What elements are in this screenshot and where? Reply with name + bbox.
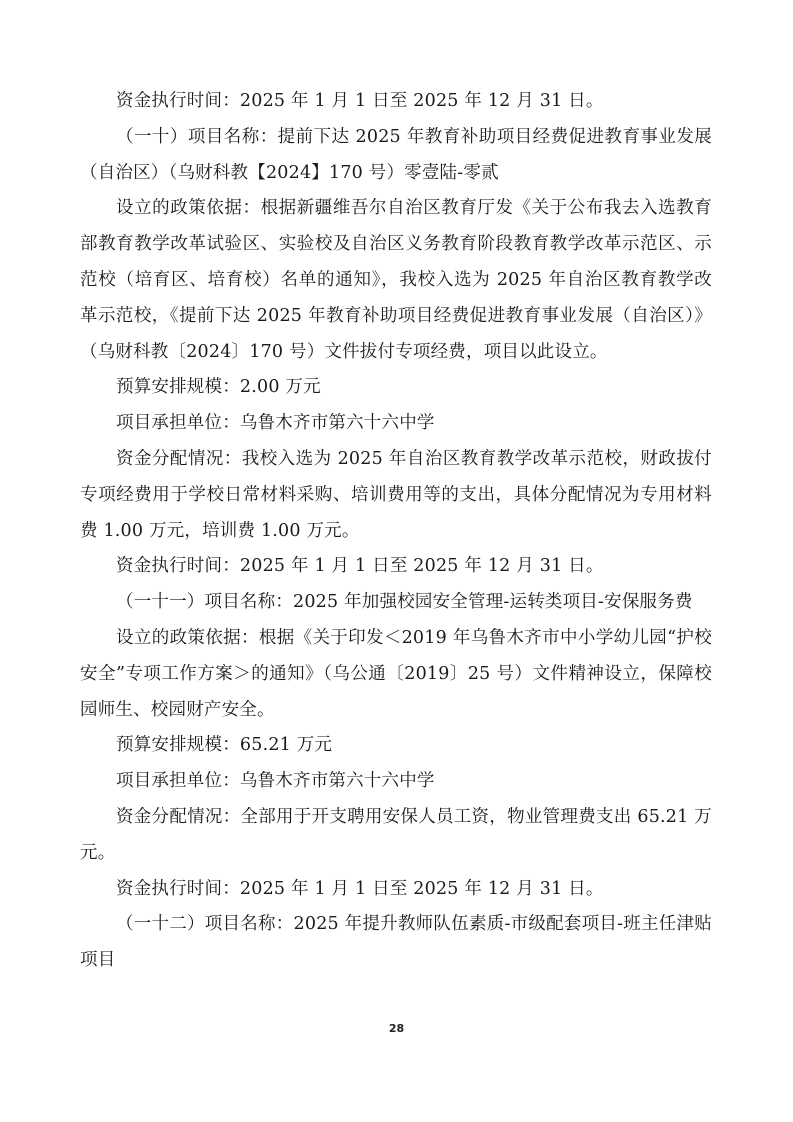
document-body (80, 84, 712, 979)
paragraph-project-10-unit: 项目承担单位：乌鲁木齐市第六十六中学 (116, 413, 435, 434)
paragraph-project-11-allocation: 资金分配情况：全部用于开支聘用安保人员工资，物业管理费支出 65.21 万元。 (80, 806, 712, 863)
paragraph-project-11-name: （一十一）项目名称：2025 年加强校园安全管理-运转类项目-安保服务费 (116, 592, 693, 613)
paragraph-project-10-allocation: 资金分配情况：我校入选为 2025 年自治区教育教学改革示范校，财政拔付专项经费用于学校日常材料采购、培训费用等的支出，具体分配情况为专用材料费 1.00 万元，培训费 1.00 万元。 (80, 448, 712, 541)
paragraph-project-12-name: （一十二）项目名称：2025 年提升教师队伍素质-市级配套项目-班主任津贴项目 (80, 914, 712, 971)
paragraph-project-11-unit: 项目承担单位：乌鲁木齐市第六十六中学 (116, 771, 435, 792)
paragraph-project-10-execution-time: 资金执行时间：2025 年 1 月 1 日至 2025 年 12 月 31 日。 (116, 556, 604, 577)
paragraph-project-10-policy-basis: 设立的政策依据：根据新疆维吾尔自治区教育厅发《关于公布我去入选教育部教育教学改革试验区、实验校及自治区义务教育阶段教育教学改革示范区、示范校（培育区、培育校）名单的通知》，我校入选为 2025 年自治区教育教学改革示范校，《提前下达 2025 年教育补助项目经费促进教育事业发展（自治区）》（乌财科教〔2024〕170 号）文件拔付专项经费，项目以此设立。 (80, 198, 712, 362)
paragraph-execution-time-1: 资金执行时间：2025 年 1 月 1 日至 2025 年 12 月 31 日。 (116, 91, 604, 111)
paragraph-project-10-name: （一十）项目名称：提前下达 2025 年教育补助项目经费促进教育事业发展（自治区）（乌财科教【2024】170 号）零壹陆-零贰 (80, 126, 712, 183)
paragraph-project-11-execution-time: 资金执行时间：2025 年 1 月 1 日至 2025 年 12 月 31 日。 (116, 878, 604, 899)
paragraph-project-11-budget: 预算安排规模：65.21 万元 (116, 735, 333, 756)
paragraph-project-11-policy-basis: 设立的政策依据：根据《关于印发＜2019 年乌鲁木齐市中小学幼儿园“护校安全”专项工作方案＞的通知》（乌公通〔2019〕25 号）文件精神设立，保障校园师生、校园财产安全。 (80, 627, 712, 720)
page-number: 28 (388, 1022, 405, 1035)
paragraph-project-10-budget: 预算安排规模：2.00 万元 (116, 377, 321, 398)
